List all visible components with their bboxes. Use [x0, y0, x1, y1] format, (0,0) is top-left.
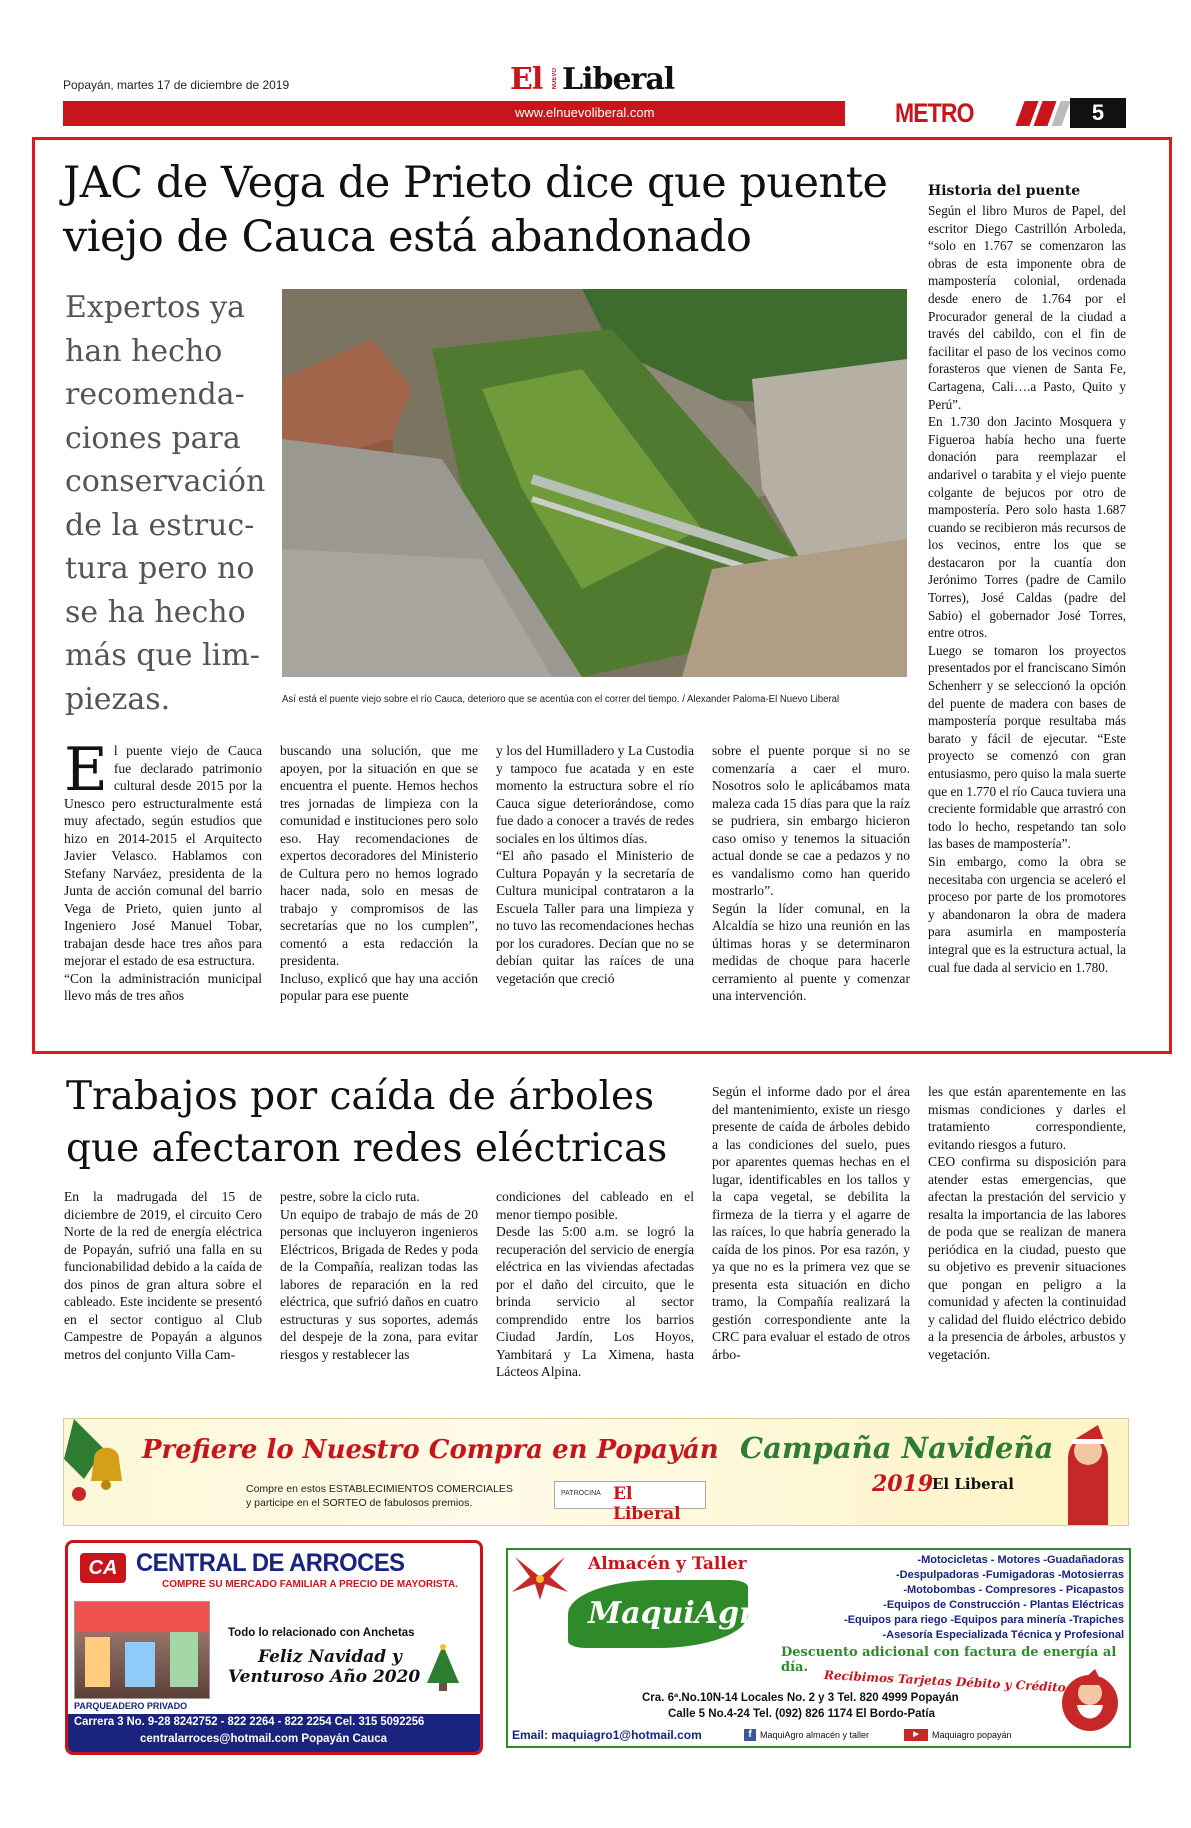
- ad-central-arroces[interactable]: [65, 1540, 483, 1755]
- bridge-photo-illustration: [282, 289, 907, 677]
- ad-maquiagro[interactable]: [506, 1548, 1131, 1748]
- campaign-brand: El Liberal: [932, 1475, 1014, 1493]
- article2-column-4: Según el informe dado por el área del mantenimiento, existe un riesgo presente de caída de árboles debido a las condiciones del suelo, pues por aparentes quemas hechas en el lugar, identificables en los tallos y la capa vegetal, se debilita la firmeza de la tierra y el agarre de las raíces, lo que habría generado la caída de los pinos. Por esa razón, y ya que no es la primera vez que se presenta esta situación en dicho tramo, la Compañía realizará la gestión correspondiente ante la CRC para evaluar el estado de otros árbo-: [712, 1084, 910, 1362]
- arroces-address: Carrera 3 No. 9-28 8242752 - 822 2264 - 822 2254 Cel. 315 5092256: [74, 1716, 425, 1728]
- website-url: www.elnuevoliberal.com: [515, 105, 655, 120]
- article1-column-3: y los del Humilladero y La Custodia y tampoco fue acatada y en este momento la estructura sobre el río Cauca sigue deteriorándose, como fue dado a conocer a través de redes sociales en los últimos días. “El año pasado el Ministerio de Cultura Popayán y la secretaría de Cultura municipal contrataron a la Escuela Taller para una limpieza y no tuvo las recomendaciones hechas por los curadores. Decían que no se debían quitar las raíces de una vegetación que creció: [496, 743, 694, 986]
- article2-column-1: En la madrugada del 15 de diciembre de 2019, el circuito Cero Norte de la red de energía eléctrica de Popayán, sufrió una falla en su funcionabilidad debido a la caída de dos pinos de gran altura sobre el cableado. Este incidente se presentó en el sector contiguo al Club Campestre de Popayán a algunos metros del conjunto Villa Cam-: [64, 1189, 262, 1362]
- banner-sponsor: [554, 1481, 706, 1524]
- campaign-title: Campaña Navideña: [740, 1431, 1054, 1465]
- maquiagro-logo: MaquiAgro: [588, 1596, 775, 1631]
- banner-slogan: Prefiere lo Nuestro Compra en Popayán: [142, 1435, 719, 1465]
- arroces-greeting-2: Venturoso Año 2020: [228, 1667, 421, 1687]
- article2-column-5: les que están aparentemente en las mismas condiciones y darles el tratamiento correspondiente, evitando riesgos a futuro. CEO confirma su disposición para atender estas emergencias, que afectan la prestación del servicio y resalta la importancia de las labores de poda que se realizan de manera periódica en la ciudad, puesto que su objetivo es prevenir situaciones que pongan en peligro a la comunidad y afecten la continuidad y calidad del fluido eléctrico debido a la presencia de árboles, arbustos y vegetación.: [928, 1084, 1126, 1362]
- santa-woman-icon: [1048, 1419, 1128, 1525]
- arroces-name: CENTRAL DE ARROCES: [136, 1549, 405, 1577]
- maquiagro-address-2: Calle 5 No.4-24 Tel. (092) 826 1174 El Bordo-Patía: [668, 1708, 935, 1720]
- article1-column-1: [64, 735, 262, 1005]
- article1-headline: [63, 156, 887, 264]
- santa-claus-icon: [1055, 1665, 1125, 1735]
- arroces-address-bar: [68, 1714, 480, 1752]
- maquiagro-products: [784, 1553, 1124, 1643]
- maquiagro-youtube: Maquiagro popayán: [932, 1730, 1012, 1740]
- arroces-store-photo: [74, 1601, 210, 1699]
- section-name: METRO: [895, 98, 974, 128]
- maquiagro-discount: Descuento adicional con factura de energía al día.: [781, 1645, 1117, 1675]
- page-number-box: [1070, 98, 1126, 128]
- arroces-tagline: COMPRE SU MERCADO FAMILIAR A PRECIO DE MAYORISTA.: [162, 1579, 458, 1590]
- store-interior-illustration: [75, 1602, 209, 1698]
- arroces-greeting-1: Feliz Navidad y: [258, 1647, 402, 1667]
- product-line-3: -Motobombas - Compresores - Picapastos: [903, 1584, 1124, 1596]
- article1-deck: Expertos ya han hecho recomenda- ciones para conservación de la estruc- tura pero no se ha hecho más que lim- piezas.: [65, 290, 266, 717]
- article2-headline: [66, 1071, 667, 1175]
- logo-liberal: Liberal: [562, 62, 675, 97]
- christmas-bell-icon: [64, 1419, 144, 1525]
- article2-headline-line1: Trabajos por caída de árboles: [66, 1074, 655, 1119]
- christmas-tree-icon: [423, 1643, 463, 1693]
- banner-sponsor-label: PATROCINA: [561, 1490, 601, 1497]
- header-red-bar: [63, 101, 845, 126]
- arroces-logo: CA: [80, 1553, 126, 1583]
- maquiagro-facebook: MaquiAgro almacén y taller: [760, 1730, 870, 1740]
- maquiagro-cards: Recibimos Tarjetas Débito y Crédito: [823, 1668, 1067, 1695]
- article2-column-3: condiciones del cableado en el menor tiempo posible. Desde las 5:00 a.m. se logró la recuperación del servicio de energía eléctrica en las viviendas afectadas por el daño del circuito, que le brinda servicio al sector comprendido entre los barrios Ciudad Jardín, Los Hoyos, Yambitará y La Ximena, hasta Lácteos Alpina.: [496, 1189, 694, 1379]
- article2-column-2: pestre, sobre la ciclo ruta. Un equipo de trabajo de más de 20 personas que incluyeron ingenieros Eléctricos, Brigada de Redes y poda de la Compañía, realizan todas las labores de reparación en la red eléctrica, que sufrió daños en cuatro estructuras y sus soportes, además del despeje de la zona, para evitar riesgos y restablecer las: [280, 1189, 478, 1362]
- maquiagro-address-1: Cra. 6ª.No.10N-14 Locales No. 2 y 3 Tel. 820 4999 Popayán: [642, 1692, 959, 1704]
- banner-text-line1: Compre en estos ESTABLECIMIENTOS COMERCIALES: [246, 1483, 513, 1495]
- arroces-parking: PARQUEADERO PRIVADO: [74, 1701, 188, 1711]
- article1-column-4: sobre el puente porque si no se comenzaría a caer el muro. Nosotros solo le aplicábamos mata maleza cada 15 días para que la raíz se pudriera, sin embargo hicieron caso omiso y tenemos la situación actual donde se cae a pedazos y no es vandalismo como han querido mostrarlo”. Según la líder comunal, en la Alcaldía se hizo una reunión en las últimas horas y se determinaron medidas de choque para hacerle cerramiento al puente y comenzar una intervención.: [712, 743, 910, 1003]
- campaign-year: 2019: [872, 1471, 934, 1497]
- page-number: 5: [1091, 100, 1105, 125]
- banner-text-line2: y participe en el SORTEO de fabulosos premios.: [246, 1497, 473, 1509]
- maquiagro-header: Almacén y Taller: [588, 1554, 747, 1574]
- article1-headline-line1: JAC de Vega de Prieto dice que puente: [63, 158, 888, 208]
- maquiagro-contact-bar: [508, 1726, 1129, 1746]
- product-line-1: -Motocicletas - Motores -Guadañadoras: [917, 1554, 1124, 1566]
- facebook-icon: f: [744, 1729, 756, 1741]
- product-line-5: -Equipos para riego -Equipos para minería -Trapiches: [844, 1614, 1124, 1626]
- arroces-email: centralarroces@hotmail.com Popayán Cauca: [140, 1733, 388, 1745]
- masthead-logo: [510, 62, 690, 96]
- arroces-anchetas: Todo lo relacionado con Anchetas: [228, 1627, 415, 1639]
- issue-date: Popayán, martes 17 de diciembre de 2019: [63, 78, 290, 92]
- article1-headline-line2: viejo de Cauca está abandonado: [63, 212, 752, 262]
- banner-ad[interactable]: [63, 1418, 1129, 1526]
- logo-nuevo: NUEVO: [552, 68, 558, 90]
- product-line-6: -Asesoría Especializada Técnica y Profesional: [882, 1629, 1124, 1641]
- maquiagro-email: Email: maquiagro1@hotmail.com: [512, 1728, 702, 1742]
- banner-sponsor-brand: El Liberal: [613, 1484, 681, 1524]
- article1-column-2: buscando una solución, que me apoyen, por la situación en que se encuentra el puente. Hemos hechos tres jornadas de limpieza con la comunidad e instituciones pero solo eso. Hay recomendaciones de expertos decoradores del Ministerio de Cultura pero no hemos logrado hacer nada, solo en mesas de trabajo y compromisos de las secretarías que no los cumplen”, comentó a esta redacción la presidenta. Incluso, explicó que hay una acción popular para ese puente: [280, 743, 478, 1003]
- article1-dropcap: E: [64, 735, 108, 805]
- article1-column-1-text: l puente viejo de Cauca fue declarado patrimonio cultural desde 2015 por la Unesco pero estructuralmente está muy afectado, según estudios que hizo en 2014-2015 el Arquitecto Javier Velasco. Hablamos con Stefany Narváez, presidenta de la Junta de acción comunal del barrio Vega de Prieto, quien junto al Ingeniero José Manuel Tobar, trabajan desde hace tres años para mejorar el estado de esa estructura. “Con la administración municipal llevo más de tres años: [64, 743, 262, 1003]
- product-line-2: -Despulpadoras -Fumigadoras -Motosierras: [896, 1569, 1124, 1581]
- photo-caption: Así está el puente viejo sobre el río Cauca, deterioro que se acentúa con el correr del tiempo. / Alexander Paloma-El Nuevo Liberal: [282, 694, 840, 705]
- product-line-4: -Equipos de Construcción - Plantas Eléctricas: [883, 1599, 1124, 1611]
- poinsettia-icon: [510, 1552, 570, 1602]
- article2-headline-line2: que afectaron redes eléctricas: [66, 1126, 668, 1171]
- sidebar-title: Historia del puente: [928, 183, 1081, 199]
- maquiagro-logo-shape: [568, 1580, 775, 1648]
- sidebar-text: Según el libro Muros de Papel, del escritor Diego Castrillón Arboleda, “solo en 1.767 se comenzaron las obras de esta imponente obra de mampostería colonial, ordenada desde enero de 1.764 por el Procurador general de la ciudad a través del cabildo, con el fin de facilitar el paso de los vecinos como forasteros que vienen de Santa Fe, Cartagena, Cali….a Pasto, Quito y Perú”. En 1.730 don Jacinto Mosquera y Figueroa había hecho una fuerte donación para reemplazar el andarivel o tarabita y el viejo puente colgante de bejucos por otro de mampostería. Pero solo hasta 1.687 cuando se recibieron más recursos de los vecinos, entre los que se destacaron por la cuantía don Jerónimo Torres (padre de Camilo Torres), José Caldas (padre del Sabio) el gobernador José Torres, entre otros. Luego se tomaron los proyectos presentados por el franciscano Simón Schenherr y se seleccionó la opción del puente de madera con bases de mampostería porque resultaba más barato y fácil de ejecutar. “Este proyecto se comenzó con gran entusiasmo, pero quiso la mala suerte que en 1.770 el río Cauca tuviera una creciente formidable que arrastró con todo lo hecho, respetando tan solo las bases de mampostería”. Sin embargo, como la obra se necesitaba con urgencia se aceleró el proceso por parte de los promotores y abandonaron la obra de madera para asumirla en mampostería integral que es la estructura actual, la cual fue dada al servicio en 1.780.: [928, 203, 1126, 975]
- bridge-photo: [282, 289, 907, 677]
- youtube-icon: ▶: [904, 1729, 928, 1741]
- logo-el: El: [510, 62, 543, 97]
